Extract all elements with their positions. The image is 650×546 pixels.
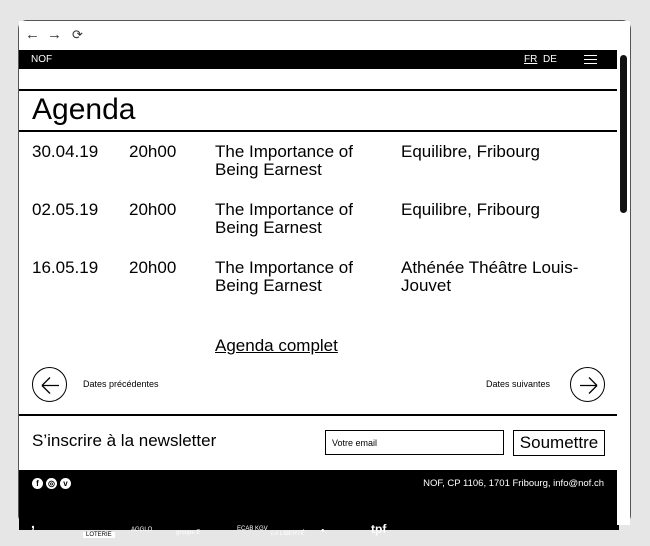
partner-logo-la-liberte[interactable]: LA LIBERTÉ: [271, 531, 305, 537]
fribourg-logo[interactable]: ,: [31, 515, 35, 531]
partner-logo-groupe-e[interactable]: groupe E: [176, 530, 201, 536]
event-date: 16.05.19: [32, 258, 99, 277]
footer-contact: NOF, CP 1106, 1701 Fribourg, info@nof.ch: [423, 478, 604, 489]
reload-icon[interactable]: ⟳: [72, 27, 83, 42]
event-time: 20h00: [129, 200, 177, 219]
partner-logo-agglo[interactable]: AGGLO: [131, 527, 153, 533]
partner-logo[interactable]: ●: [321, 528, 325, 534]
arrow-left-icon: [33, 368, 68, 403]
event-time: 20h00: [129, 142, 177, 161]
previous-dates-button[interactable]: [32, 367, 67, 402]
partner-logo-ecab[interactable]: ECAB KGV: [237, 526, 268, 532]
vimeo-icon[interactable]: v: [60, 478, 71, 489]
lang-de-link[interactable]: DE: [543, 54, 557, 65]
event-title[interactable]: The Importance of Being Earnest: [215, 142, 353, 179]
event-venue: Equilibre, Fribourg: [401, 142, 540, 161]
newsletter-label: S’inscrire à la newsletter: [32, 431, 217, 450]
facebook-icon[interactable]: f: [32, 478, 43, 489]
back-icon[interactable]: ←: [25, 26, 40, 43]
event-title[interactable]: The Importance of Being Earnest: [215, 200, 353, 237]
next-dates-button[interactable]: [570, 367, 605, 402]
event-venue: Athénée Théâtre Louis-Jouvet: [401, 258, 579, 295]
next-dates-label[interactable]: Dates suivantes: [486, 379, 551, 389]
divider: [19, 130, 619, 132]
event-title[interactable]: The Importance of Being Earnest: [215, 258, 353, 295]
site-footer: [19, 470, 619, 538]
agenda-complete-link[interactable]: Agenda complet: [215, 336, 338, 355]
divider: [19, 414, 619, 416]
divider: [19, 89, 619, 91]
page-viewport: [19, 50, 619, 538]
instagram-icon[interactable]: ◎: [46, 478, 57, 489]
browser-toolbar: [19, 21, 630, 50]
submit-button[interactable]: Soumettre: [513, 430, 605, 456]
forward-icon[interactable]: →: [47, 26, 62, 43]
site-logo[interactable]: NOF: [31, 54, 53, 65]
event-date: 02.05.19: [32, 200, 99, 219]
page-title: Agenda: [32, 93, 136, 126]
lang-fr-link[interactable]: FR: [524, 54, 538, 65]
arrow-right-icon: [571, 368, 606, 403]
event-venue: Equilibre, Fribourg: [401, 200, 540, 219]
partner-logo-tpf[interactable]: tpf: [371, 522, 387, 536]
partner-logo[interactable]: LOTERIE: [83, 532, 115, 538]
hamburger-icon[interactable]: [584, 55, 597, 64]
email-field[interactable]: [325, 430, 504, 455]
browser-window: [18, 20, 631, 538]
event-time: 20h00: [129, 258, 177, 277]
previous-dates-label[interactable]: Dates précédentes: [83, 379, 159, 389]
site-header: [19, 50, 619, 69]
event-date: 30.04.19: [32, 142, 99, 161]
scrollbar-thumb[interactable]: [620, 55, 627, 213]
